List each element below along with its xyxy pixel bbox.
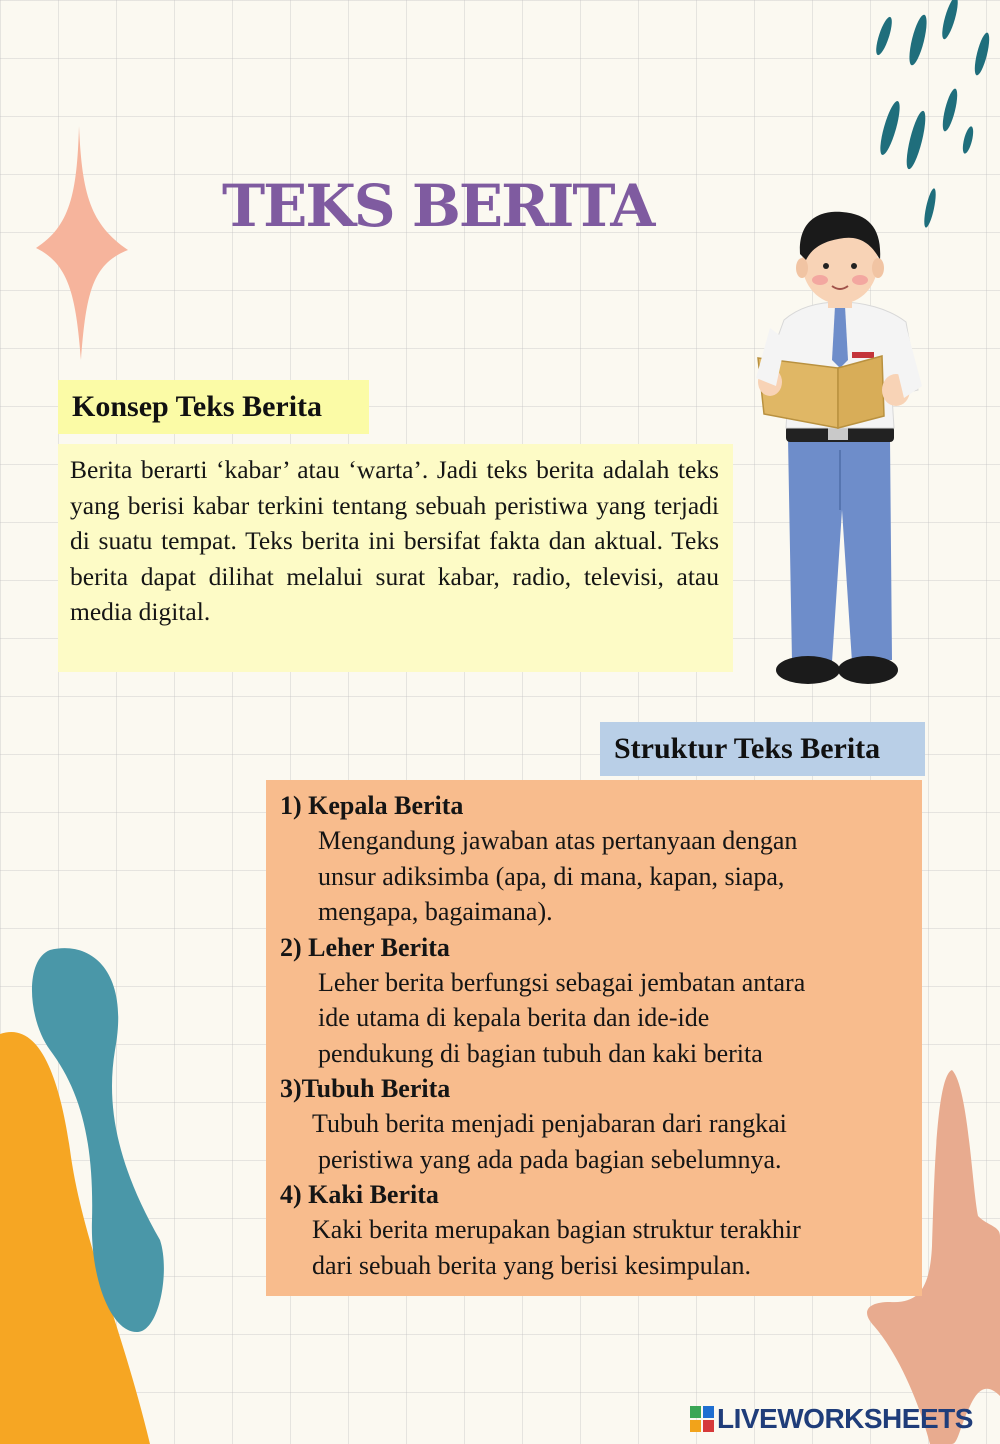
struktur-item-leher: [280, 930, 912, 1072]
struktur-item-line: ide utama di kepala berita dan ide-ide: [318, 1003, 710, 1032]
struktur-item-tubuh: [280, 1071, 912, 1177]
struktur-item-line: mengapa, bagaimana).: [318, 897, 553, 926]
struktur-heading: Struktur Teks Berita: [600, 722, 925, 776]
teal-squiggle-decoration: [20, 940, 170, 1340]
struktur-item-line: dari sebuah berita yang berisi kesimpulan.: [312, 1250, 751, 1280]
konsep-box: [58, 444, 733, 672]
struktur-item-line: peristiwa yang ada pada bagian sebelumnya.: [318, 1144, 782, 1174]
struktur-item-title: 4) Kaki Berita: [280, 1180, 439, 1209]
page-title: TEKS BERITA: [222, 172, 654, 240]
struktur-item-title: 3)Tubuh Berita: [280, 1074, 451, 1103]
rain-drops-decoration: [860, 0, 1000, 240]
struktur-item-kaki: [280, 1177, 912, 1283]
struktur-item-line: unsur adiksimba (apa, di mana, kapan, siapa,: [318, 861, 785, 891]
struktur-item-line: Mengandung jawaban atas pertanyaan dengan: [318, 826, 798, 855]
struktur-item-title: 1) Kepala Berita: [280, 791, 464, 820]
struktur-box: [266, 780, 922, 1296]
student-reading-illustration: [740, 210, 930, 692]
liveworksheets-logo-text: LIVEWORKSHEETS: [717, 1403, 973, 1434]
struktur-item-title: 2) Leher Berita: [280, 932, 450, 962]
struktur-item-line: pendukung di bagian tubuh dan kaki berita: [318, 1038, 763, 1068]
liveworksheets-logo: [690, 1404, 973, 1434]
struktur-item-line: Leher berita berfungsi sebagai jembatan antara: [318, 967, 806, 997]
struktur-item-line: Tubuh berita menjadi penjabaran dari rangkai: [312, 1109, 787, 1138]
liveworksheets-logo-icon: [690, 1406, 714, 1432]
konsep-paragraph: Berita berarti ‘kabar’ atau ‘warta’. Jadi teks berita adalah teks yang berisi kabar terkini tentang sebuah peristiwa yang terjadi di suatu tempat. Teks berita ini bersifat fakta dan aktual. Teks berita dapat dilihat melalui surat kabar, radio, televisi, atau media digital.: [70, 455, 719, 626]
struktur-item-line: Kaki berita merupakan bagian struktur terakhir: [312, 1215, 801, 1244]
sparkle-star-decoration: [34, 124, 130, 364]
konsep-heading: Konsep Teks Berita: [58, 380, 369, 434]
struktur-item-kepala: [280, 788, 912, 930]
